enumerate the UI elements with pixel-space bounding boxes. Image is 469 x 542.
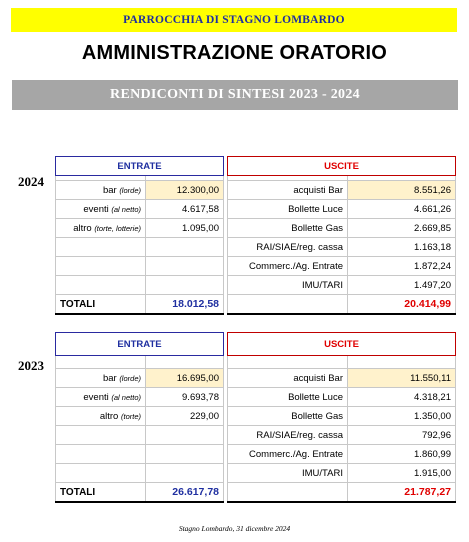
- table-row: [56, 369, 456, 388]
- entrata-value: 16.695,00: [146, 369, 224, 388]
- table-row: [56, 388, 456, 407]
- financial-table-2023: [55, 332, 456, 503]
- table-header-row: [56, 333, 456, 356]
- entrata-value: 229,00: [146, 407, 224, 426]
- page-subtitle: RENDICONTI DI SINTESI 2023 - 2024: [110, 87, 360, 102]
- total-uscite: 20.414,99: [348, 295, 456, 315]
- uscita-value: 4.661,26: [348, 200, 456, 219]
- uscita-value: 8.551,26: [348, 181, 456, 200]
- table-row: [56, 276, 456, 295]
- footer-date: Stagno Lombardo, 31 dicembre 2024: [178, 524, 291, 533]
- uscita-label: Bollette Gas: [228, 219, 348, 238]
- parish-banner: [11, 8, 457, 32]
- total-entrate: 26.617,78: [146, 483, 224, 503]
- uscita-value: 792,96: [348, 426, 456, 445]
- table-row: [56, 426, 456, 445]
- entrate-header: ENTRATE: [56, 157, 224, 176]
- uscita-value: 2.669,85: [348, 219, 456, 238]
- table-row: [56, 464, 456, 483]
- uscita-label: Commerc./Ag. Entrate: [228, 445, 348, 464]
- table-row: [56, 407, 456, 426]
- uscite-header: USCITE: [228, 333, 456, 356]
- entrata-value: 12.300,00: [146, 181, 224, 200]
- uscita-label: Bollette Gas: [228, 407, 348, 426]
- entrata-value: 1.095,00: [146, 219, 224, 238]
- parish-name: PARROCCHIA DI STAGNO LOMBARDO: [123, 14, 345, 26]
- uscita-label: Bollette Luce: [228, 388, 348, 407]
- table-row: [56, 219, 456, 238]
- table-row: [56, 181, 456, 200]
- totals-label: TOTALI: [56, 295, 146, 315]
- entrata-label: altro (torte, lotterie): [56, 219, 146, 238]
- uscita-label: acquisti Bar: [228, 181, 348, 200]
- subtitle-banner: [12, 80, 458, 110]
- uscita-value: 1.872,24: [348, 257, 456, 276]
- uscita-label: acquisti Bar: [228, 369, 348, 388]
- page-title: AMMINISTRAZIONE ORATORIO: [81, 42, 388, 64]
- entrata-value: 4.617,58: [146, 200, 224, 219]
- year-label-2023: 2023: [18, 358, 44, 373]
- entrata-label: eventi (al netto): [56, 388, 146, 407]
- table-row: [56, 445, 456, 464]
- entrata-value: 9.693,78: [146, 388, 224, 407]
- uscita-label: RAI/SIAE/reg. cassa: [228, 426, 348, 445]
- entrata-label: bar (lorde): [56, 181, 146, 200]
- uscita-value: 11.550,11: [348, 369, 456, 388]
- uscita-label: Commerc./Ag. Entrate: [228, 257, 348, 276]
- table-row: [56, 257, 456, 276]
- entrate-header: ENTRATE: [56, 333, 224, 356]
- uscita-value: 1.350,00: [348, 407, 456, 426]
- uscita-value: 1.860,99: [348, 445, 456, 464]
- table-header-row: [56, 157, 456, 176]
- uscite-header: USCITE: [228, 157, 456, 176]
- table-row: [56, 238, 456, 257]
- totals-row: [56, 483, 456, 503]
- uscita-value: 1.497,20: [348, 276, 456, 295]
- table-row: [56, 200, 456, 219]
- uscita-value: 4.318,21: [348, 388, 456, 407]
- financial-table-2024: [55, 156, 456, 315]
- uscita-value: 1.915,00: [348, 464, 456, 483]
- uscita-label: RAI/SIAE/reg. cassa: [228, 238, 348, 257]
- uscita-label: IMU/TARI: [228, 464, 348, 483]
- total-uscite: 21.787,27: [348, 483, 456, 503]
- totals-row: [56, 295, 456, 315]
- entrata-label: altro (torte): [56, 407, 146, 426]
- uscita-label: IMU/TARI: [228, 276, 348, 295]
- uscita-value: 1.163,18: [348, 238, 456, 257]
- entrata-label: eventi (al netto): [56, 200, 146, 219]
- uscita-label: Bollette Luce: [228, 200, 348, 219]
- entrata-label: bar (lorde): [56, 369, 146, 388]
- year-label-2024: 2024: [18, 174, 44, 189]
- total-entrate: 18.012,58: [146, 295, 224, 315]
- totals-label: TOTALI: [56, 483, 146, 503]
